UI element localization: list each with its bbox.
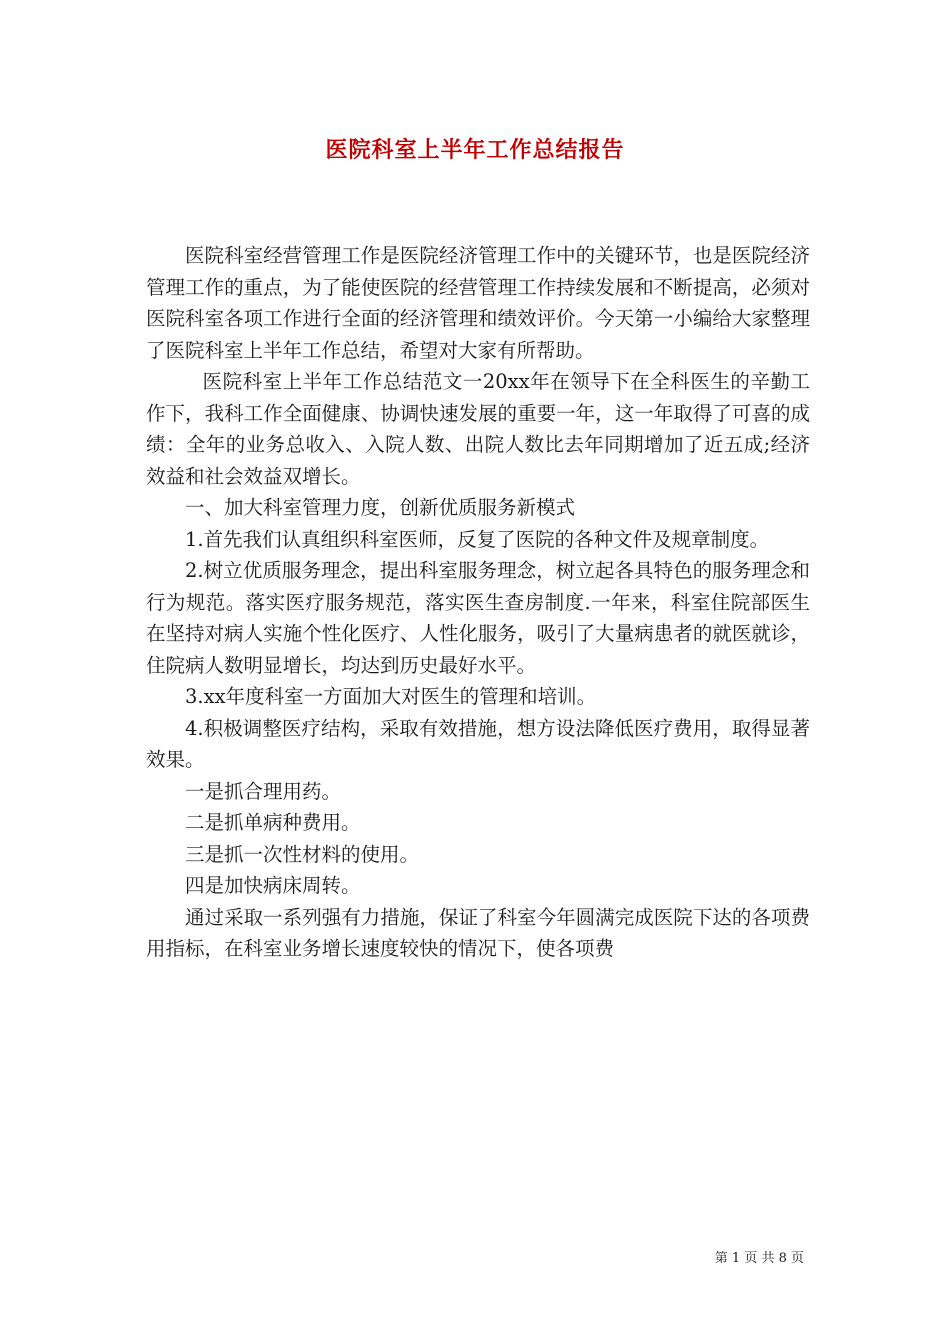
sub-item: 一是抓合理用药。 [185,779,342,803]
document-title: 医院科室上半年工作总结报告 [325,137,625,163]
paragraph-sample-one: 医院科室上半年工作总结范文一20xx年在领导下在全科医生的辛勤工作下，我科工作全面健康、协调快速发展的重要一年，这一年取得了可喜的成绩：全年的业务总收入、入院人数、出院人数比去年同期增加了近五成;经济效益和社会效益双增长。 [146,370,810,488]
list-item: 3.xx年度科室一方面加大对医生的管理和培训。 [185,685,597,708]
paragraph-intro: 医院科室经营管理工作是医院经济管理工作中的关键环节，也是医院经济管理工作的重点，为了能使医院的经营管理工作持续发展和不断提高，必须对医院科室各项工作进行全面的经济管理和绩效评价。今天第一小编给大家整理了医院科室上半年工作总结，希望对大家有所帮助。 [146,244,810,362]
page-number: 第 1 页 共 8 页 [714,1251,804,1266]
list-item: 2.树立优质服务理念，提出科室服务理念，树立起各具特色的服务理念和行为规范。落实医疗服务规范，落实医生查房制度.一年来，科室住院部医生在坚持对病人实施个性化医疗、人性化服务，吸引了大量病患者的就医就诊，住院病人数明显增长，均达到历史最好水平。 [146,559,810,677]
sub-item: 三是抓一次性材料的使用。 [185,842,420,866]
sub-item: 二是抓单病种费用。 [185,811,361,834]
list-item: 4.积极调整医疗结构，采取有效措施，想方设法降低医疗费用，取得显著效果。 [146,716,810,771]
document-body [146,240,810,965]
list-item: 1.首先我们认真组织科室医师，反复了医院的各种文件及规章制度。 [185,527,770,551]
sub-item: 四是加快病床周转。 [185,874,361,897]
paragraph-conclusion: 通过采取一系列强有力措施，保证了科室今年圆满完成医院下达的各项费用指标，在科室业务增长速度较快的情况下，使各项费 [146,905,810,960]
section-heading: 一、加大科室管理力度，创新优质服务新模式 [185,496,576,519]
